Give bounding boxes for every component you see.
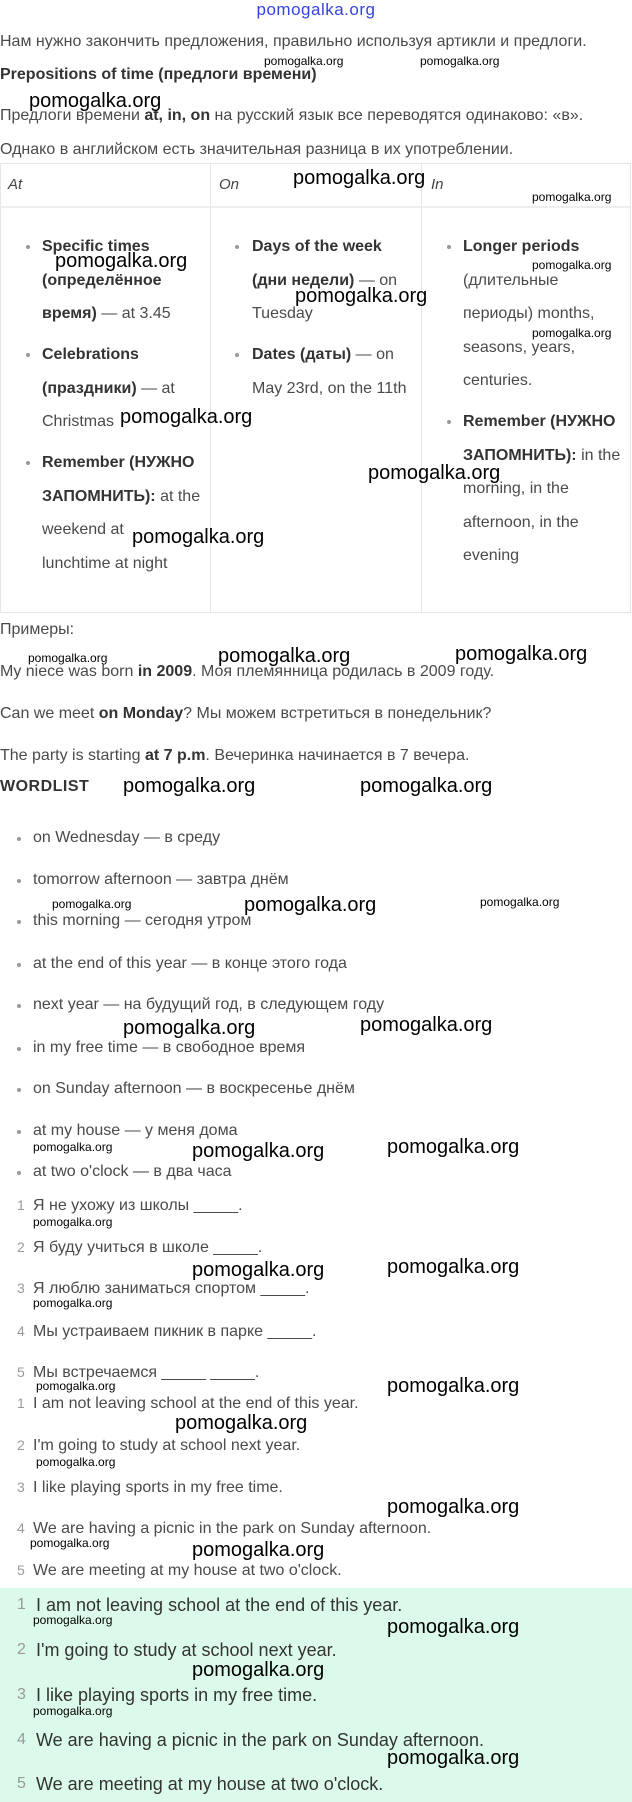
- text: centuries.: [463, 372, 533, 389]
- bold-text: Remember (НУЖНО: [463, 413, 616, 430]
- exercise-sentence-ru: Мы устраиваем пикник в парке _____.: [33, 1323, 317, 1340]
- text: Can we meet: [0, 705, 99, 722]
- table-cell-line: [42, 379, 175, 399]
- watermark-text: pomogalka.org: [123, 775, 256, 797]
- text: evening: [463, 547, 520, 564]
- item-number: 2: [17, 1437, 25, 1453]
- wordlist-item: at the end of this year — в конце этого года: [33, 955, 347, 972]
- watermark-text: pomogalka.org: [192, 1140, 325, 1162]
- watermark-text: pomogalka.org: [480, 895, 560, 909]
- watermark-text: pomogalka.org: [387, 1256, 520, 1278]
- column-header-in: In: [431, 176, 444, 193]
- item-number: 3: [17, 1280, 25, 1296]
- answer-sentence: I like playing sports in my free time.: [36, 1685, 318, 1705]
- watermark-text: pomogalka.org: [192, 1659, 325, 1681]
- exercise-sentence-en: We are meeting at my house at two o'clock.: [33, 1562, 342, 1579]
- watermark-text: pomogalka.org: [192, 1259, 325, 1281]
- bullet-icon: [235, 353, 239, 357]
- exercise-sentence-ru: Я буду учиться в школе _____.: [33, 1239, 263, 1256]
- text: — at: [136, 379, 175, 397]
- bullet-icon: [17, 963, 21, 967]
- table-cell-line: [42, 412, 114, 432]
- watermark-text: pomogalka.org: [132, 526, 265, 548]
- bullet-icon: [17, 1047, 21, 1051]
- bullet-icon: [17, 837, 21, 841]
- table-cell-line: [42, 271, 162, 291]
- table-cell-line: [252, 304, 313, 324]
- item-number: 5: [17, 1364, 25, 1380]
- watermark-text: pomogalka.org: [55, 250, 188, 272]
- watermark-text: pomogalka.org: [532, 190, 612, 204]
- exercise-sentence-en: We are having a picnic in the park on Sunday afternoon.: [33, 1520, 432, 1537]
- watermark-text: pomogalka.org: [532, 326, 612, 340]
- wordlist-item: tomorrow afternoon — завтра днём: [33, 871, 289, 888]
- text: Christmas: [42, 413, 115, 430]
- item-number: 4: [17, 1323, 25, 1339]
- watermark-text: pomogalka.org: [387, 1375, 520, 1397]
- watermark-text: pomogalka.org: [532, 258, 612, 272]
- watermark-text: pomogalka.org: [387, 1136, 520, 1158]
- text: morning, in the: [463, 480, 569, 497]
- text: seasons, years,: [463, 338, 576, 356]
- watermark-text: pomogalka.org: [123, 1017, 256, 1039]
- watermark-text: pomogalka.org: [29, 90, 162, 112]
- table-cell-line: [463, 271, 558, 291]
- wordlist-heading: WORDLIST: [0, 778, 90, 795]
- text: lunchtime at night: [42, 554, 168, 572]
- bold-text: Specific times: [42, 238, 150, 255]
- table-cell-line: [252, 345, 394, 365]
- bullet-icon: [26, 245, 30, 249]
- watermark-text: pomogalka.org: [28, 651, 108, 665]
- bullet-icon: [17, 1088, 21, 1092]
- text: in the: [576, 446, 621, 464]
- text: weekend at: [42, 521, 124, 538]
- item-number: 1: [17, 1197, 25, 1213]
- bold-text: (праздники): [42, 379, 137, 397]
- wordlist-item: at my house — у меня дома: [33, 1122, 238, 1139]
- wordlist-item: in my free time — в свободное время: [33, 1039, 306, 1056]
- item-number: 1: [17, 1395, 25, 1411]
- text: ? Мы можем встретиться в понедельник?: [183, 705, 492, 722]
- watermark-text: pomogalka.org: [36, 1379, 116, 1393]
- bold-text: Longer periods: [463, 238, 580, 255]
- column-header-at: At: [8, 176, 23, 193]
- intro-text: Нам нужно закончить предложения, правильно используя артикли и предлоги.: [0, 33, 587, 50]
- table-cell-line: [463, 412, 615, 432]
- watermark-text: pomogalka.org: [244, 894, 377, 916]
- bullet-icon: [447, 245, 451, 249]
- bullet-icon: [447, 420, 451, 424]
- watermark-text: pomogalka.org: [455, 643, 588, 665]
- bullet-icon: [17, 1171, 21, 1175]
- bold-text: Remember (НУЖНО: [42, 454, 195, 471]
- bullet-icon: [235, 245, 239, 249]
- watermark-text: pomogalka.org: [387, 1616, 520, 1638]
- examples-label: Примеры:: [0, 621, 75, 638]
- wordlist-item: at two o'clock — в два часа: [33, 1163, 232, 1180]
- text: afternoon, in the: [463, 513, 579, 531]
- bullet-icon: [17, 1130, 21, 1134]
- paragraph-1: Предлоги времени at, in, on на русский язык все переводятся одинаково: «в».: [0, 107, 584, 124]
- exercise-sentence-en: I am not leaving school at the end of this year.: [33, 1395, 359, 1412]
- item-number: 1: [17, 1596, 26, 1613]
- item-number: 5: [17, 1775, 26, 1792]
- bullet-icon: [17, 1004, 21, 1008]
- text: at the: [155, 487, 201, 505]
- exercise-sentence-en: I like playing sports in my free time.: [33, 1479, 283, 1496]
- bold-text: on Monday: [98, 705, 184, 722]
- watermark-text: pomogalka.org: [33, 1296, 113, 1310]
- watermark-text: pomogalka.org: [360, 1014, 493, 1036]
- watermark-text: pomogalka.org: [360, 775, 493, 797]
- bold-text: время): [42, 305, 97, 322]
- item-number: 5: [17, 1562, 25, 1578]
- bold-text: Celebrations: [42, 346, 139, 363]
- table-cell-line: [463, 237, 579, 257]
- text: Tuesday: [252, 305, 313, 322]
- wordlist-item: this morning — сегодня утром: [33, 912, 252, 929]
- watermark-text: pomogalka.org: [120, 406, 253, 428]
- bold-text: ЗАПОМНИТЬ):: [42, 487, 156, 505]
- item-number: 2: [17, 1239, 25, 1255]
- column-divider: [421, 164, 422, 612]
- item-number: 2: [17, 1641, 26, 1658]
- watermark-text: pomogalka.org: [368, 462, 501, 484]
- answer-sentence: We are meeting at my house at two o'clock.: [36, 1774, 384, 1794]
- text: May 23rd, on the 11th: [252, 379, 407, 397]
- bold-text: in 2009: [137, 663, 193, 680]
- table-cell-line: [42, 520, 124, 540]
- watermark-text: pomogalka.org: [387, 1496, 520, 1518]
- example-sentence: [0, 746, 469, 766]
- watermark-text: pomogalka.org: [264, 54, 344, 68]
- table-cell-line: [42, 554, 167, 574]
- table-cell-line: [463, 371, 532, 391]
- watermark-text: pomogalka.org: [175, 1412, 308, 1434]
- answer-sentence: We are having a picnic in the park on Sunday afternoon.: [36, 1730, 484, 1750]
- paragraph-2: Однако в английском есть значительная разница в их употреблении.: [0, 141, 514, 158]
- item-number: 3: [17, 1686, 26, 1703]
- bold-text: ЗАПОМНИТЬ):: [463, 446, 577, 464]
- table-cell-line: [463, 546, 519, 566]
- bold-text: at 7 p.m: [144, 747, 206, 764]
- text: — at 3.45: [96, 305, 171, 322]
- watermark-text: pomogalka.org: [218, 645, 351, 667]
- table-cell-line: [252, 237, 382, 257]
- bold-text: Days of the week: [252, 238, 382, 255]
- exercise-sentence-en: I'm going to study at school next year.: [33, 1437, 301, 1454]
- bullet-icon: [26, 461, 30, 465]
- site-logo[interactable]: pomogalka.org: [256, 0, 376, 19]
- bold-text: (дни недели): [252, 271, 355, 289]
- wordlist-item: next year — на будущий год, в следующем году: [33, 996, 385, 1013]
- table-cell-line: [42, 304, 171, 324]
- text: (длительные: [463, 271, 559, 289]
- text: The party is starting: [0, 747, 145, 764]
- exercise-sentence-ru: Мы встречаемся _____ _____.: [33, 1364, 260, 1381]
- watermark-text: pomogalka.org: [30, 1536, 110, 1550]
- exercise-sentence-ru: Я люблю заниматься спортом _____.: [33, 1280, 310, 1297]
- watermark-text: pomogalka.org: [293, 167, 426, 189]
- bullet-icon: [17, 920, 21, 924]
- exercise-sentence-ru: Я не ухожу из школы _____.: [33, 1197, 243, 1214]
- table-cell-line: [463, 513, 579, 533]
- table-cell-line: [463, 338, 575, 358]
- watermark-text: pomogalka.org: [33, 1140, 113, 1154]
- answer-sentence: I am not leaving school at the end of this year.: [36, 1595, 403, 1615]
- example-sentence: [0, 704, 491, 724]
- item-number: 3: [17, 1479, 25, 1495]
- item-number: 4: [17, 1520, 25, 1536]
- item-number: 4: [17, 1731, 26, 1748]
- wordlist-item: on Sunday afternoon — в воскресенье днём: [33, 1080, 355, 1097]
- wordlist-item: on Wednesday — в среду: [33, 829, 221, 846]
- bold-text: (определённое: [42, 271, 162, 289]
- watermark-text: pomogalka.org: [192, 1539, 325, 1561]
- table-cell-line: [42, 345, 139, 365]
- bullet-icon: [26, 353, 30, 357]
- bold-text: Dates (даты): [252, 346, 352, 363]
- table-cell-line: [463, 304, 594, 324]
- text: — on: [351, 346, 394, 363]
- table-cell-line: [42, 487, 200, 507]
- column-header-on: On: [219, 176, 240, 193]
- watermark-text: pomogalka.org: [33, 1704, 113, 1718]
- table-cell-line: [42, 453, 194, 473]
- table-cell-line: [252, 379, 406, 399]
- watermark-text: pomogalka.org: [33, 1613, 113, 1627]
- watermark-text: pomogalka.org: [33, 1215, 113, 1229]
- answer-sentence: I'm going to study at school next year.: [36, 1640, 337, 1660]
- bullet-icon: [17, 879, 21, 883]
- text: My niece was born: [0, 663, 138, 680]
- watermark-text: pomogalka.org: [387, 1747, 520, 1769]
- text: . Моя племянница родилась в 2009 году.: [192, 663, 495, 680]
- text: — on: [354, 271, 398, 289]
- watermark-text: pomogalka.org: [420, 54, 500, 68]
- watermark-text: pomogalka.org: [52, 897, 132, 911]
- text: . Вечеринка начинается в 7 вечера.: [205, 747, 470, 764]
- section-heading: Prepositions of time (предлоги времени): [0, 66, 317, 83]
- watermark-text: pomogalka.org: [36, 1455, 116, 1469]
- text: периоды) months,: [463, 305, 595, 322]
- watermark-text: pomogalka.org: [295, 285, 428, 307]
